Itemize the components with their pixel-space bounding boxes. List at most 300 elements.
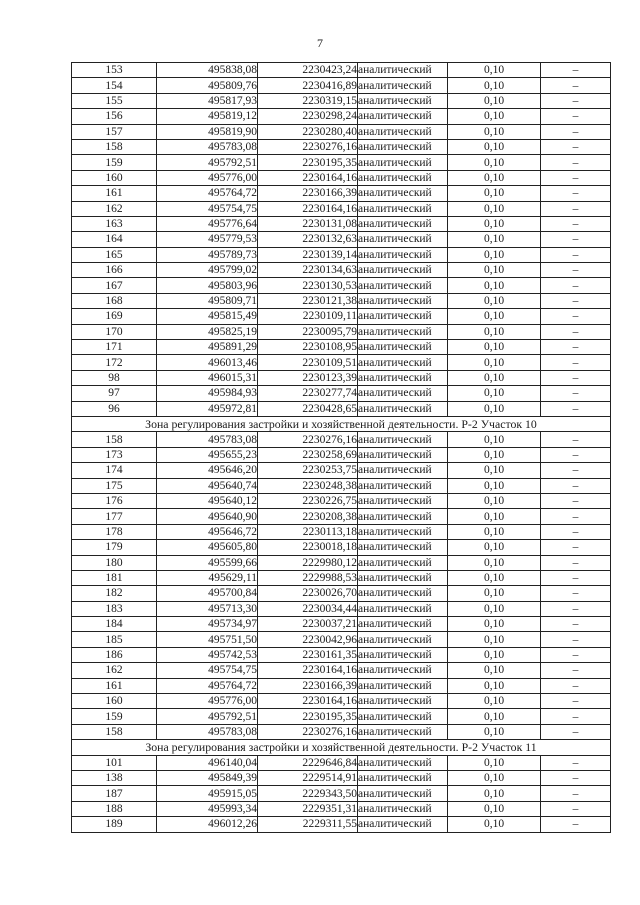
- accuracy-cell: 0,10: [448, 801, 541, 816]
- description-cell: –: [541, 139, 611, 154]
- table-row: [72, 586, 611, 601]
- table-row: [72, 124, 611, 139]
- y-coordinate-cell: 2229646,84: [258, 755, 358, 770]
- y-coordinate-cell: 2230226,75: [258, 493, 358, 508]
- accuracy-cell: 0,10: [448, 232, 541, 247]
- method-cell: аналитический: [358, 278, 448, 293]
- y-coordinate-cell: 2229343,50: [258, 786, 358, 801]
- description-cell: –: [541, 109, 611, 124]
- y-coordinate-cell: 2230109,51: [258, 355, 358, 370]
- point-number-cell: 175: [72, 478, 157, 493]
- x-coordinate-cell: 495640,74: [157, 478, 258, 493]
- description-cell: –: [541, 617, 611, 632]
- y-coordinate-cell: 2229988,53: [258, 570, 358, 585]
- accuracy-cell: 0,10: [448, 309, 541, 324]
- point-number-cell: 181: [72, 570, 157, 585]
- table-row: [72, 63, 611, 78]
- table-row: [72, 386, 611, 401]
- method-cell: аналитический: [358, 524, 448, 539]
- description-cell: –: [541, 786, 611, 801]
- method-cell: аналитический: [358, 139, 448, 154]
- accuracy-cell: 0,10: [448, 278, 541, 293]
- x-coordinate-cell: 495605,80: [157, 540, 258, 555]
- point-number-cell: 177: [72, 509, 157, 524]
- y-coordinate-cell: 2230208,38: [258, 509, 358, 524]
- table-row: [72, 694, 611, 709]
- method-cell: аналитический: [358, 663, 448, 678]
- accuracy-cell: 0,10: [448, 216, 541, 231]
- x-coordinate-cell: 495789,73: [157, 247, 258, 262]
- accuracy-cell: 0,10: [448, 401, 541, 416]
- point-number-cell: 158: [72, 724, 157, 739]
- point-number-cell: 161: [72, 186, 157, 201]
- x-coordinate-cell: 495803,96: [157, 278, 258, 293]
- table-row: [72, 617, 611, 632]
- accuracy-cell: 0,10: [448, 694, 541, 709]
- x-coordinate-cell: 495776,00: [157, 694, 258, 709]
- point-number-cell: 101: [72, 755, 157, 770]
- point-number-cell: 167: [72, 278, 157, 293]
- method-cell: аналитический: [358, 355, 448, 370]
- y-coordinate-cell: 2230139,14: [258, 247, 358, 262]
- table-row: [72, 340, 611, 355]
- accuracy-cell: 0,10: [448, 170, 541, 185]
- accuracy-cell: 0,10: [448, 524, 541, 539]
- method-cell: аналитический: [358, 93, 448, 108]
- x-coordinate-cell: 495646,72: [157, 524, 258, 539]
- y-coordinate-cell: 2229514,91: [258, 770, 358, 785]
- description-cell: –: [541, 293, 611, 308]
- point-number-cell: 158: [72, 432, 157, 447]
- accuracy-cell: 0,10: [448, 432, 541, 447]
- method-cell: аналитический: [358, 263, 448, 278]
- method-cell: аналитический: [358, 447, 448, 462]
- y-coordinate-cell: 2230109,11: [258, 309, 358, 324]
- y-coordinate-cell: 2230095,79: [258, 324, 358, 339]
- y-coordinate-cell: 2230253,75: [258, 463, 358, 478]
- point-number-cell: 185: [72, 632, 157, 647]
- description-cell: –: [541, 124, 611, 139]
- y-coordinate-cell: 2229980,12: [258, 555, 358, 570]
- description-cell: –: [541, 216, 611, 231]
- method-cell: аналитический: [358, 386, 448, 401]
- point-number-cell: 182: [72, 586, 157, 601]
- accuracy-cell: 0,10: [448, 632, 541, 647]
- point-number-cell: 183: [72, 601, 157, 616]
- table-row: [72, 478, 611, 493]
- description-cell: –: [541, 586, 611, 601]
- method-cell: аналитический: [358, 540, 448, 555]
- coordinates-table: [71, 62, 611, 833]
- x-coordinate-cell: 495825,19: [157, 324, 258, 339]
- table-row: [72, 801, 611, 816]
- description-cell: –: [541, 524, 611, 539]
- table-row: [72, 770, 611, 785]
- section-header-row: [72, 740, 611, 755]
- description-cell: –: [541, 817, 611, 832]
- accuracy-cell: 0,10: [448, 447, 541, 462]
- table-row: [72, 201, 611, 216]
- point-number-cell: 157: [72, 124, 157, 139]
- accuracy-cell: 0,10: [448, 463, 541, 478]
- table-row: [72, 432, 611, 447]
- point-number-cell: 162: [72, 663, 157, 678]
- point-number-cell: 186: [72, 647, 157, 662]
- point-number-cell: 162: [72, 201, 157, 216]
- accuracy-cell: 0,10: [448, 724, 541, 739]
- x-coordinate-cell: 495754,75: [157, 663, 258, 678]
- table-row: [72, 93, 611, 108]
- description-cell: –: [541, 432, 611, 447]
- x-coordinate-cell: 495713,30: [157, 601, 258, 616]
- description-cell: –: [541, 324, 611, 339]
- description-cell: –: [541, 493, 611, 508]
- table-row: [72, 524, 611, 539]
- accuracy-cell: 0,10: [448, 647, 541, 662]
- description-cell: –: [541, 263, 611, 278]
- y-coordinate-cell: 2230018,18: [258, 540, 358, 555]
- accuracy-cell: 0,10: [448, 109, 541, 124]
- x-coordinate-cell: 495783,08: [157, 432, 258, 447]
- method-cell: аналитический: [358, 509, 448, 524]
- table-row: [72, 78, 611, 93]
- x-coordinate-cell: 495819,90: [157, 124, 258, 139]
- y-coordinate-cell: 2230276,16: [258, 724, 358, 739]
- point-number-cell: 173: [72, 447, 157, 462]
- y-coordinate-cell: 2230037,21: [258, 617, 358, 632]
- point-number-cell: 160: [72, 694, 157, 709]
- y-coordinate-cell: 2230121,38: [258, 293, 358, 308]
- point-number-cell: 189: [72, 817, 157, 832]
- point-number-cell: 97: [72, 386, 157, 401]
- table-row: [72, 678, 611, 693]
- table-row: [72, 709, 611, 724]
- y-coordinate-cell: 2230277,74: [258, 386, 358, 401]
- table-row: [72, 355, 611, 370]
- description-cell: –: [541, 709, 611, 724]
- table-row: [72, 786, 611, 801]
- method-cell: аналитический: [358, 232, 448, 247]
- table-row: [72, 186, 611, 201]
- method-cell: аналитический: [358, 432, 448, 447]
- x-coordinate-cell: 495776,00: [157, 170, 258, 185]
- method-cell: аналитический: [358, 586, 448, 601]
- method-cell: аналитический: [358, 770, 448, 785]
- description-cell: –: [541, 463, 611, 478]
- point-number-cell: 138: [72, 770, 157, 785]
- table-row: [72, 647, 611, 662]
- point-number-cell: 174: [72, 463, 157, 478]
- accuracy-cell: 0,10: [448, 139, 541, 154]
- point-number-cell: 98: [72, 370, 157, 385]
- x-coordinate-cell: 495783,08: [157, 724, 258, 739]
- accuracy-cell: 0,10: [448, 709, 541, 724]
- point-number-cell: 161: [72, 678, 157, 693]
- description-cell: –: [541, 78, 611, 93]
- point-number-cell: 159: [72, 709, 157, 724]
- method-cell: аналитический: [358, 109, 448, 124]
- y-coordinate-cell: 2230123,39: [258, 370, 358, 385]
- x-coordinate-cell: 496015,31: [157, 370, 258, 385]
- x-coordinate-cell: 495764,72: [157, 678, 258, 693]
- description-cell: –: [541, 647, 611, 662]
- table-row: [72, 293, 611, 308]
- method-cell: аналитический: [358, 293, 448, 308]
- method-cell: аналитический: [358, 401, 448, 416]
- y-coordinate-cell: 2230166,39: [258, 186, 358, 201]
- description-cell: –: [541, 355, 611, 370]
- method-cell: аналитический: [358, 555, 448, 570]
- table-row: [72, 555, 611, 570]
- x-coordinate-cell: 495742,53: [157, 647, 258, 662]
- table-row: [72, 232, 611, 247]
- table-row: [72, 601, 611, 616]
- x-coordinate-cell: 495640,12: [157, 493, 258, 508]
- method-cell: аналитический: [358, 678, 448, 693]
- y-coordinate-cell: 2230131,08: [258, 216, 358, 231]
- accuracy-cell: 0,10: [448, 755, 541, 770]
- table-row: [72, 216, 611, 231]
- table-row: [72, 509, 611, 524]
- method-cell: аналитический: [358, 124, 448, 139]
- x-coordinate-cell: 496012,26: [157, 817, 258, 832]
- x-coordinate-cell: 495754,75: [157, 201, 258, 216]
- table-row: [72, 755, 611, 770]
- point-number-cell: 187: [72, 786, 157, 801]
- point-number-cell: 156: [72, 109, 157, 124]
- accuracy-cell: 0,10: [448, 63, 541, 78]
- method-cell: аналитический: [358, 170, 448, 185]
- x-coordinate-cell: 495819,12: [157, 109, 258, 124]
- y-coordinate-cell: 2230108,95: [258, 340, 358, 355]
- point-number-cell: 170: [72, 324, 157, 339]
- x-coordinate-cell: 495629,11: [157, 570, 258, 585]
- description-cell: –: [541, 63, 611, 78]
- x-coordinate-cell: 495838,08: [157, 63, 258, 78]
- point-number-cell: 159: [72, 155, 157, 170]
- x-coordinate-cell: 495779,53: [157, 232, 258, 247]
- section-title: Зона регулирования застройки и хозяйственной деятельности. Р-2 Участок 11: [72, 740, 611, 755]
- accuracy-cell: 0,10: [448, 663, 541, 678]
- method-cell: аналитический: [358, 601, 448, 616]
- x-coordinate-cell: 495640,90: [157, 509, 258, 524]
- y-coordinate-cell: 2230164,16: [258, 663, 358, 678]
- description-cell: –: [541, 155, 611, 170]
- y-coordinate-cell: 2230195,35: [258, 155, 358, 170]
- x-coordinate-cell: 495984,93: [157, 386, 258, 401]
- point-number-cell: 166: [72, 263, 157, 278]
- point-number-cell: 179: [72, 540, 157, 555]
- accuracy-cell: 0,10: [448, 324, 541, 339]
- x-coordinate-cell: 495734,97: [157, 617, 258, 632]
- accuracy-cell: 0,10: [448, 370, 541, 385]
- section-header-row: [72, 416, 611, 431]
- accuracy-cell: 0,10: [448, 540, 541, 555]
- accuracy-cell: 0,10: [448, 93, 541, 108]
- description-cell: –: [541, 555, 611, 570]
- description-cell: –: [541, 340, 611, 355]
- x-coordinate-cell: 495849,39: [157, 770, 258, 785]
- y-coordinate-cell: 2230042,96: [258, 632, 358, 647]
- description-cell: –: [541, 724, 611, 739]
- method-cell: аналитический: [358, 493, 448, 508]
- method-cell: аналитический: [358, 478, 448, 493]
- y-coordinate-cell: 2230132,63: [258, 232, 358, 247]
- x-coordinate-cell: 496013,46: [157, 355, 258, 370]
- description-cell: –: [541, 247, 611, 262]
- accuracy-cell: 0,10: [448, 555, 541, 570]
- method-cell: аналитический: [358, 647, 448, 662]
- y-coordinate-cell: 2229351,31: [258, 801, 358, 816]
- point-number-cell: 168: [72, 293, 157, 308]
- accuracy-cell: 0,10: [448, 78, 541, 93]
- table-row: [72, 463, 611, 478]
- accuracy-cell: 0,10: [448, 340, 541, 355]
- method-cell: аналитический: [358, 340, 448, 355]
- accuracy-cell: 0,10: [448, 817, 541, 832]
- x-coordinate-cell: 495751,50: [157, 632, 258, 647]
- x-coordinate-cell: 495776,64: [157, 216, 258, 231]
- description-cell: –: [541, 540, 611, 555]
- method-cell: аналитический: [358, 709, 448, 724]
- y-coordinate-cell: 2230298,24: [258, 109, 358, 124]
- x-coordinate-cell: 496140,04: [157, 755, 258, 770]
- method-cell: аналитический: [358, 247, 448, 262]
- point-number-cell: 171: [72, 340, 157, 355]
- point-number-cell: 184: [72, 617, 157, 632]
- y-coordinate-cell: 2230416,89: [258, 78, 358, 93]
- description-cell: –: [541, 170, 611, 185]
- accuracy-cell: 0,10: [448, 124, 541, 139]
- x-coordinate-cell: 495891,29: [157, 340, 258, 355]
- x-coordinate-cell: 495783,08: [157, 139, 258, 154]
- description-cell: –: [541, 93, 611, 108]
- table-row: [72, 278, 611, 293]
- point-number-cell: 158: [72, 139, 157, 154]
- description-cell: –: [541, 309, 611, 324]
- accuracy-cell: 0,10: [448, 678, 541, 693]
- table-row: [72, 632, 611, 647]
- table-row: [72, 663, 611, 678]
- x-coordinate-cell: 495915,05: [157, 786, 258, 801]
- point-number-cell: 153: [72, 63, 157, 78]
- table-row: [72, 139, 611, 154]
- table-row: [72, 324, 611, 339]
- x-coordinate-cell: 495792,51: [157, 155, 258, 170]
- x-coordinate-cell: 495700,84: [157, 586, 258, 601]
- accuracy-cell: 0,10: [448, 155, 541, 170]
- y-coordinate-cell: 2230276,16: [258, 432, 358, 447]
- accuracy-cell: 0,10: [448, 601, 541, 616]
- x-coordinate-cell: 495972,81: [157, 401, 258, 416]
- point-number-cell: 169: [72, 309, 157, 324]
- x-coordinate-cell: 495655,23: [157, 447, 258, 462]
- method-cell: аналитический: [358, 186, 448, 201]
- table-row: [72, 370, 611, 385]
- table-row: [72, 570, 611, 585]
- point-number-cell: 188: [72, 801, 157, 816]
- coordinates-table-body: [72, 63, 611, 833]
- method-cell: аналитический: [358, 694, 448, 709]
- point-number-cell: 96: [72, 401, 157, 416]
- accuracy-cell: 0,10: [448, 586, 541, 601]
- description-cell: –: [541, 401, 611, 416]
- method-cell: аналитический: [358, 786, 448, 801]
- point-number-cell: 178: [72, 524, 157, 539]
- table-row: [72, 170, 611, 185]
- y-coordinate-cell: 2230113,18: [258, 524, 358, 539]
- method-cell: аналитический: [358, 632, 448, 647]
- x-coordinate-cell: 495646,20: [157, 463, 258, 478]
- y-coordinate-cell: 2230164,16: [258, 694, 358, 709]
- y-coordinate-cell: 2230276,16: [258, 139, 358, 154]
- y-coordinate-cell: 2230423,24: [258, 63, 358, 78]
- x-coordinate-cell: 495815,49: [157, 309, 258, 324]
- description-cell: –: [541, 770, 611, 785]
- accuracy-cell: 0,10: [448, 570, 541, 585]
- x-coordinate-cell: 495599,66: [157, 555, 258, 570]
- y-coordinate-cell: 2230248,38: [258, 478, 358, 493]
- accuracy-cell: 0,10: [448, 770, 541, 785]
- table-row: [72, 263, 611, 278]
- y-coordinate-cell: 2230034,44: [258, 601, 358, 616]
- x-coordinate-cell: 495817,93: [157, 93, 258, 108]
- section-title: Зона регулирования застройки и хозяйственной деятельности. Р-2 Участок 10: [72, 416, 611, 431]
- method-cell: аналитический: [358, 370, 448, 385]
- accuracy-cell: 0,10: [448, 478, 541, 493]
- accuracy-cell: 0,10: [448, 201, 541, 216]
- method-cell: аналитический: [358, 309, 448, 324]
- y-coordinate-cell: 2230134,63: [258, 263, 358, 278]
- y-coordinate-cell: 2230026,70: [258, 586, 358, 601]
- description-cell: –: [541, 478, 611, 493]
- accuracy-cell: 0,10: [448, 509, 541, 524]
- description-cell: –: [541, 278, 611, 293]
- x-coordinate-cell: 495799,02: [157, 263, 258, 278]
- table-row: [72, 155, 611, 170]
- x-coordinate-cell: 495792,51: [157, 709, 258, 724]
- method-cell: аналитический: [358, 755, 448, 770]
- description-cell: –: [541, 386, 611, 401]
- accuracy-cell: 0,10: [448, 386, 541, 401]
- point-number-cell: 165: [72, 247, 157, 262]
- accuracy-cell: 0,10: [448, 617, 541, 632]
- table-row: [72, 724, 611, 739]
- y-coordinate-cell: 2230161,35: [258, 647, 358, 662]
- accuracy-cell: 0,10: [448, 355, 541, 370]
- description-cell: –: [541, 694, 611, 709]
- x-coordinate-cell: 495809,71: [157, 293, 258, 308]
- accuracy-cell: 0,10: [448, 247, 541, 262]
- method-cell: аналитический: [358, 201, 448, 216]
- description-cell: –: [541, 755, 611, 770]
- description-cell: –: [541, 447, 611, 462]
- y-coordinate-cell: 2229311,55: [258, 817, 358, 832]
- point-number-cell: 164: [72, 232, 157, 247]
- table-row: [72, 309, 611, 324]
- y-coordinate-cell: 2230258,69: [258, 447, 358, 462]
- y-coordinate-cell: 2230166,39: [258, 678, 358, 693]
- point-number-cell: 180: [72, 555, 157, 570]
- method-cell: аналитический: [358, 216, 448, 231]
- x-coordinate-cell: 495809,76: [157, 78, 258, 93]
- page-number: 7: [317, 36, 323, 50]
- method-cell: аналитический: [358, 63, 448, 78]
- point-number-cell: 160: [72, 170, 157, 185]
- method-cell: аналитический: [358, 78, 448, 93]
- description-cell: –: [541, 632, 611, 647]
- y-coordinate-cell: 2230319,15: [258, 93, 358, 108]
